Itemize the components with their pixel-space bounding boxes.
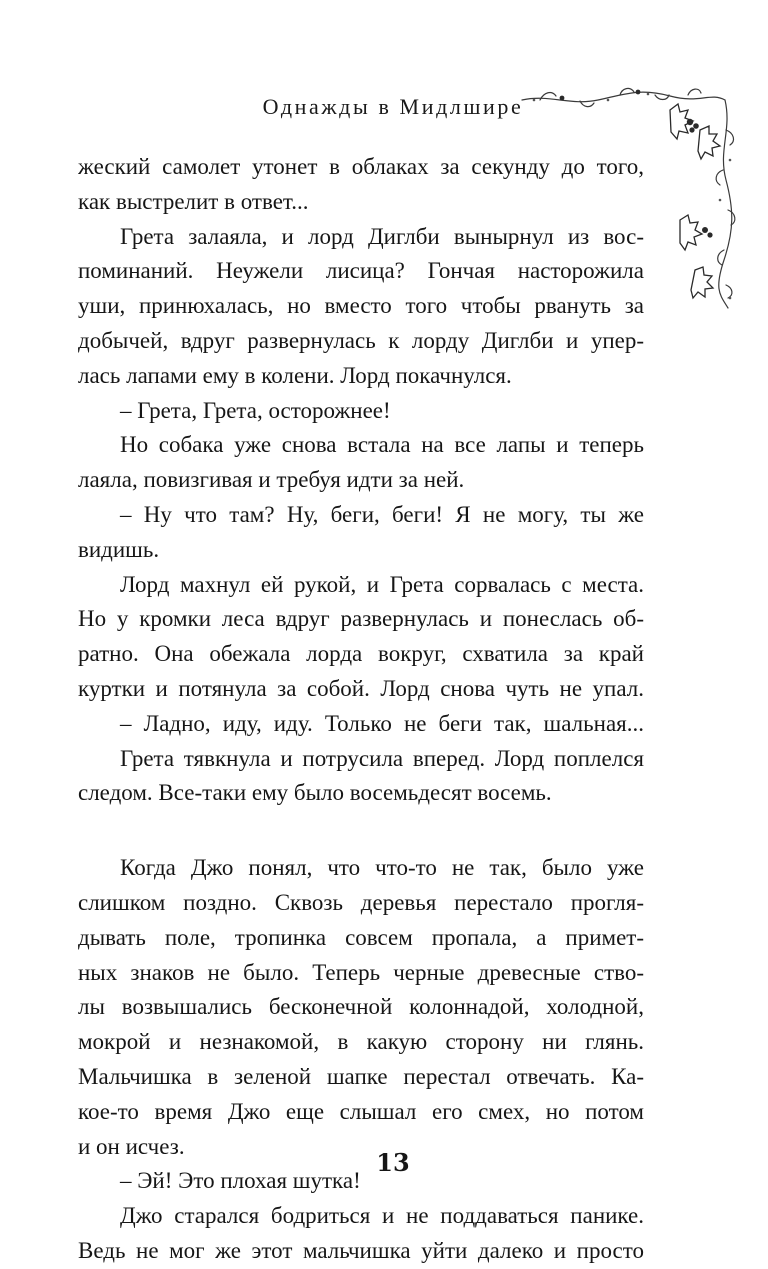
text-line: следом. Все-таки ему было восемьдесят восемь.: [78, 780, 552, 806]
text-line: – Ну что там? Ну, беги, беги! Я не могу, ты же: [120, 501, 644, 527]
text-line: Лорд махнул ей рукой, и Грета сорвалась с места.: [120, 571, 644, 597]
text-line: и он исчез.: [78, 1133, 185, 1159]
text-line: Грета залаяла, и лорд Диглби вынырнул из вос-: [120, 223, 644, 249]
body-text: [78, 150, 644, 1269]
text-line: добычей, вдруг развернулась к лорду Диглби и упер-: [78, 327, 644, 353]
text-line: Но у кромки леса вдруг развернулась и понеслась об-: [78, 606, 644, 632]
text-line: лась лапами ему в колени. Лорд покачнулся.: [78, 362, 512, 388]
text-line: ратно. Она обежала лорда вокруг, схватила за край: [78, 641, 644, 667]
text-line: – Грета, Грета, осторожнее!: [120, 397, 391, 423]
text-line: жеский самолет утонет в облаках за секунду до того,: [78, 154, 644, 179]
text-line: ных знаков не было. Теперь черные древесные ство-: [78, 959, 644, 985]
text-line: лаяла, повизгивая и требуя идти за ней.: [78, 467, 465, 493]
running-title: Однажды в Мидлшире: [262, 94, 524, 119]
text-line: поминаний. Неужели лисица? Гончая насторожила: [78, 258, 644, 284]
text-line: мокрой и незнакомой, в какую сторону ни глянь.: [78, 1029, 644, 1055]
text-line: – Ладно, иду, иду. Только не беги так, шальная...: [120, 710, 644, 736]
text-line: видишь.: [78, 536, 160, 562]
text-line: Грета тявкнула и потрусила вперед. Лорд поплелся: [120, 745, 644, 771]
text-line: Когда Джо понял, что что-то не так, было уже: [120, 855, 644, 881]
text-line: куртки и потянула за собой. Лорд снова чуть не упал.: [78, 675, 644, 701]
text-line: Джо старался бодриться и не поддаваться панике.: [120, 1203, 644, 1229]
text-line: Ведь не мог же этот мальчишка уйти далеко и просто: [78, 1237, 644, 1263]
section-break: [78, 811, 644, 851]
page-number: 13: [376, 1148, 410, 1177]
text-line: Но собака уже снова встала на все лапы и теперь: [120, 432, 644, 458]
text-line: – Эй! Это плохая шутка!: [120, 1168, 361, 1194]
text-line: Мальчишка в зеленой шапке перестал отвечать. Ка-: [78, 1063, 644, 1089]
text-line: лы возвышались бесконечной колоннадой, холодной,: [78, 994, 644, 1020]
text-line: кое-то время Джо еще слышал его смех, но потом: [78, 1098, 644, 1124]
text-line: дывать поле, тропинка совсем пропала, а примет-: [78, 924, 644, 950]
text-line: уши, принюхалась, но вместо того чтобы рвануть за: [78, 293, 644, 319]
text-line: как выстрелит в ответ...: [78, 188, 309, 214]
text-line: слишком поздно. Сквозь деревья перестало прогля-: [78, 889, 644, 915]
